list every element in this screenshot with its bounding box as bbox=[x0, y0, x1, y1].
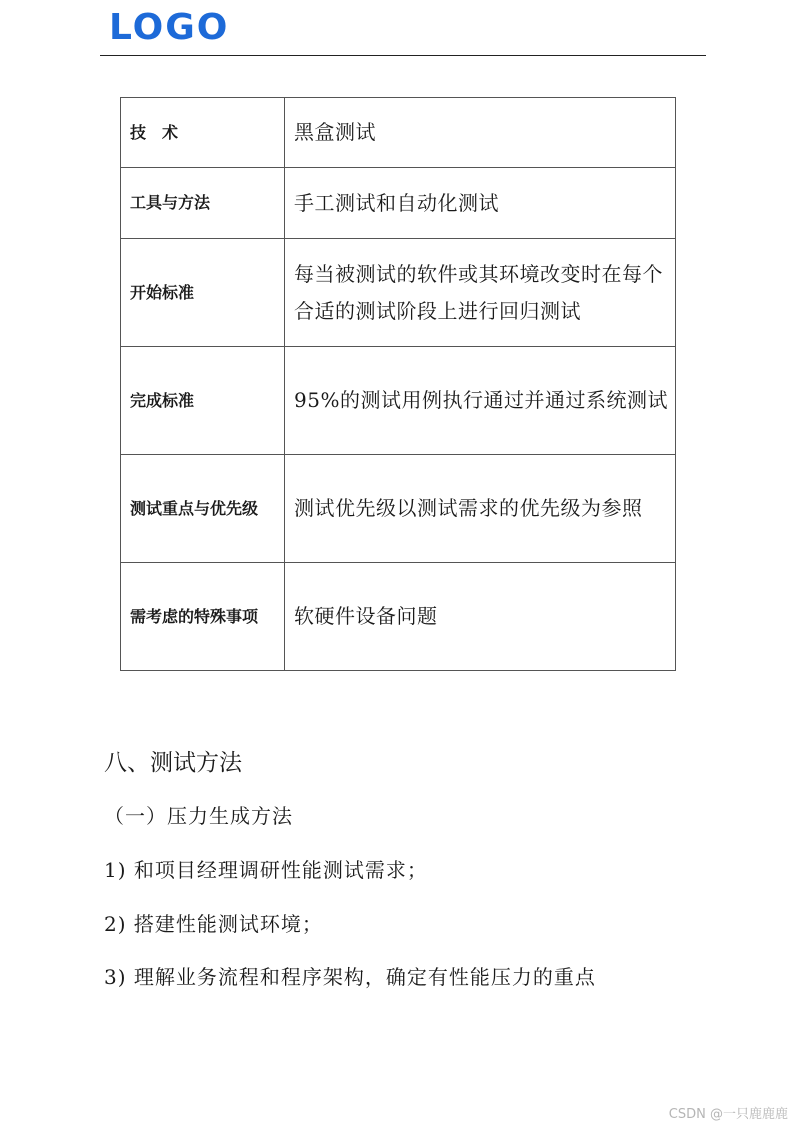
header-divider bbox=[100, 55, 706, 56]
row-label-priority: 测试重点与优先级 bbox=[121, 455, 285, 563]
table-row bbox=[121, 347, 676, 455]
cell-text: 软硬件设备问题 bbox=[294, 604, 438, 628]
test-strategy-table bbox=[120, 97, 676, 671]
cell-text: 手工测试和自动化测试 bbox=[294, 190, 499, 215]
list-item: 2) 搭建性能测试环境； bbox=[104, 912, 323, 936]
cell-text: 测试优先级以测试需求的优先级为参照 bbox=[294, 496, 643, 520]
cell-text: 黑盒测试 bbox=[294, 120, 376, 144]
table-row bbox=[121, 168, 676, 239]
section-heading: 八、测试方法 bbox=[104, 750, 242, 776]
row-value-completion-criteria bbox=[285, 347, 676, 455]
row-label-completion-criteria: 完成标准 bbox=[121, 347, 285, 455]
subsection-heading: （一）压力生成方法 bbox=[104, 804, 293, 828]
row-label-special-considerations: 需考虑的特殊事项 bbox=[121, 563, 285, 671]
logo: LOGO bbox=[109, 7, 230, 48]
row-label-tools: 工具与方法 bbox=[121, 168, 285, 239]
row-value-start-criteria bbox=[285, 239, 676, 347]
table-row bbox=[121, 563, 676, 671]
table-row bbox=[121, 98, 676, 168]
list-item: 3) 理解业务流程和程序架构，确定有性能压力的重点 bbox=[104, 965, 596, 989]
table-row bbox=[121, 455, 676, 563]
watermark: CSDN @一只鹿鹿鹿 bbox=[668, 1107, 788, 1122]
row-value-technique bbox=[285, 98, 676, 168]
list-item: 1) 和项目经理调研性能测试需求； bbox=[104, 858, 428, 882]
row-label-technique: 技 术 bbox=[121, 98, 285, 168]
row-label-start-criteria: 开始标准 bbox=[121, 239, 285, 347]
table-row bbox=[121, 239, 676, 347]
row-value-tools bbox=[285, 168, 676, 239]
row-value-priority bbox=[285, 455, 676, 563]
cell-text: 每当被测试的软件或其环境改变时在每个合适的测试阶段上进行回归测试 bbox=[294, 261, 663, 323]
cell-text: 95%的测试用例执行通过并通过系统测试 bbox=[294, 388, 668, 412]
row-value-special-considerations bbox=[285, 563, 676, 671]
